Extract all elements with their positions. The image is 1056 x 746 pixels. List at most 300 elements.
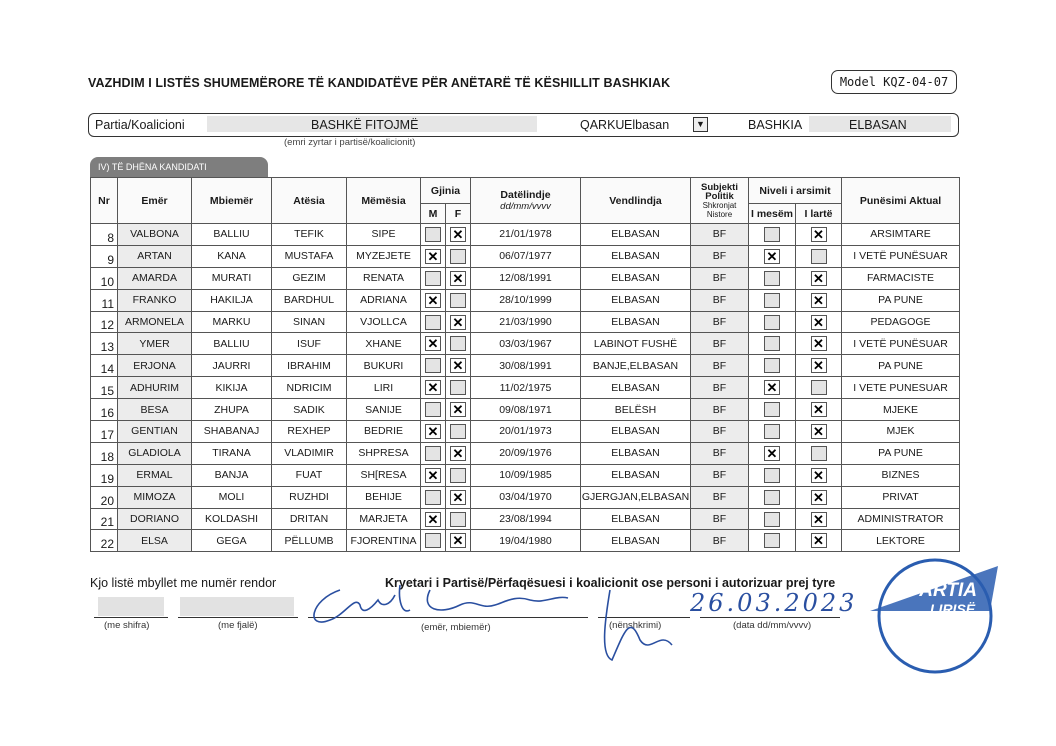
memesia-cell[interactable]: SHPRESA: [347, 442, 421, 464]
gender-f-cell: [446, 245, 471, 267]
punesimi-cell[interactable]: ADMINISTRATOR: [842, 508, 960, 530]
row-number: 17: [91, 421, 118, 443]
vendlindja-cell[interactable]: ELBASAN: [581, 530, 691, 552]
atesia-cell[interactable]: PËLLUMB: [272, 530, 347, 552]
date-line: [700, 617, 840, 618]
gender-m-checkbox[interactable]: [425, 315, 441, 330]
edu-mesem-cell: [749, 530, 796, 552]
dob-cell[interactable]: 23/08/1994: [471, 508, 581, 530]
emer-cell[interactable]: ARTAN: [118, 245, 192, 267]
memesia-cell[interactable]: XHANE: [347, 333, 421, 355]
candidates-body: [91, 224, 960, 552]
hint-words: (me fjalë): [218, 620, 258, 631]
gender-f-cell: [446, 486, 471, 508]
col-emer: Emër: [118, 178, 192, 224]
edu-larte-checkbox[interactable]: [811, 336, 827, 351]
punesimi-cell[interactable]: I VETË PUNËSUAR: [842, 245, 960, 267]
dob-cell[interactable]: 21/01/1978: [471, 224, 581, 246]
edu-larte-cell: [796, 224, 842, 246]
col-vendlindja: Vendlindja: [581, 178, 691, 224]
bashkia-value: ELBASAN: [849, 118, 907, 132]
subjekt-cell[interactable]: BF: [691, 486, 749, 508]
gender-f-checkbox[interactable]: [450, 468, 466, 483]
subjekt-cell[interactable]: BF: [691, 377, 749, 399]
vendlindja-cell[interactable]: ELBASAN: [581, 464, 691, 486]
gender-f-cell: [446, 333, 471, 355]
table-row: [91, 464, 960, 486]
col-memesia: Mëmësia: [347, 178, 421, 224]
mbiemer-cell[interactable]: BALLIU: [192, 333, 272, 355]
dob-cell[interactable]: 30/08/1991: [471, 355, 581, 377]
dob-cell[interactable]: 03/03/1967: [471, 333, 581, 355]
edu-mesem-checkbox[interactable]: [764, 424, 780, 439]
edu-mesem-cell: [749, 355, 796, 377]
hint-signature: (nënshkrimi): [609, 620, 662, 631]
dob-cell[interactable]: 10/09/1985: [471, 464, 581, 486]
gender-m-checkbox[interactable]: [425, 533, 441, 548]
edu-mesem-cell: [749, 442, 796, 464]
gender-f-checkbox[interactable]: [450, 512, 466, 527]
subjekt-cell[interactable]: BF: [691, 267, 749, 289]
table-row: [91, 289, 960, 311]
gender-f-checkbox[interactable]: [450, 490, 466, 505]
mbiemer-cell[interactable]: ZHUPA: [192, 399, 272, 421]
row-number: 18: [91, 442, 118, 464]
vendlindja-cell[interactable]: ELBASAN: [581, 224, 691, 246]
gender-f-checkbox[interactable]: [450, 533, 466, 548]
subjekti-label-3: Shkronjat: [702, 200, 737, 210]
edu-mesem-checkbox[interactable]: [764, 533, 780, 548]
memesia-cell[interactable]: SANIJE: [347, 399, 421, 421]
dob-cell[interactable]: 19/04/1980: [471, 530, 581, 552]
document-title: VAZHDIM I LISTËS SHUMEMËRORE TË KANDIDATËVE PËR ANËTARË TË KËSHILLIT BASHKIAK: [88, 76, 671, 90]
subjekt-cell[interactable]: BF: [691, 421, 749, 443]
memesia-cell[interactable]: SIPE: [347, 224, 421, 246]
col-gjinia: Gjinia: [421, 178, 471, 204]
row-number: 8: [91, 224, 118, 246]
mbiemer-cell[interactable]: HAKILJA: [192, 289, 272, 311]
edu-larte-cell: [796, 267, 842, 289]
atesia-cell[interactable]: REXHEP: [272, 421, 347, 443]
gender-f-cell: [446, 421, 471, 443]
vendlindja-cell[interactable]: BANJE,ELBASAN: [581, 355, 691, 377]
model-code-box: Model KQZ-04-07: [831, 70, 957, 94]
gender-m-checkbox[interactable]: [425, 336, 441, 351]
dob-cell[interactable]: 06/07/1977: [471, 245, 581, 267]
mbiemer-cell[interactable]: GEGA: [192, 530, 272, 552]
vendlindja-cell[interactable]: ELBASAN: [581, 508, 691, 530]
col-nr: Nr: [91, 178, 118, 224]
emer-cell[interactable]: FRANKO: [118, 289, 192, 311]
subjekt-cell[interactable]: BF: [691, 311, 749, 333]
punesimi-cell[interactable]: FARMACISTE: [842, 267, 960, 289]
edu-larte-cell: [796, 245, 842, 267]
gender-m-checkbox[interactable]: [425, 490, 441, 505]
atesia-cell[interactable]: IBRAHIM: [272, 355, 347, 377]
memesia-cell[interactable]: SH[RESA: [347, 464, 421, 486]
atesia-cell[interactable]: GEZIM: [272, 267, 347, 289]
gender-f-checkbox[interactable]: [450, 336, 466, 351]
closing-number-line: [94, 617, 168, 618]
edu-mesem-checkbox[interactable]: [764, 293, 780, 308]
gender-f-checkbox[interactable]: [450, 315, 466, 330]
row-number: 22: [91, 530, 118, 552]
edu-larte-checkbox[interactable]: [811, 402, 827, 417]
emer-cell[interactable]: GLADIOLA: [118, 442, 192, 464]
subjekt-cell[interactable]: BF: [691, 442, 749, 464]
table-row: [91, 486, 960, 508]
vendlindja-cell[interactable]: BELËSH: [581, 399, 691, 421]
edu-larte-cell: [796, 333, 842, 355]
edu-mesem-cell: [749, 311, 796, 333]
row-number: 16: [91, 399, 118, 421]
gender-m-checkbox[interactable]: [425, 293, 441, 308]
atesia-cell[interactable]: RUZHDI: [272, 486, 347, 508]
memesia-cell[interactable]: BUKURI: [347, 355, 421, 377]
emer-cell[interactable]: GENTIAN: [118, 421, 192, 443]
edu-mesem-checkbox[interactable]: [764, 227, 780, 242]
row-number: 20: [91, 486, 118, 508]
subjekt-cell[interactable]: BF: [691, 399, 749, 421]
edu-mesem-checkbox[interactable]: [764, 512, 780, 527]
subjekt-cell[interactable]: BF: [691, 224, 749, 246]
edu-larte-cell: [796, 311, 842, 333]
edu-mesem-cell: [749, 486, 796, 508]
gender-f-checkbox[interactable]: [450, 380, 466, 395]
punesimi-cell[interactable]: I VETË PUNËSUAR: [842, 333, 960, 355]
gender-m-checkbox[interactable]: [425, 468, 441, 483]
qarku-value[interactable]: Elbasan: [624, 118, 670, 132]
handwritten-signatures: [300, 560, 700, 670]
table-row: [91, 355, 960, 377]
edu-larte-checkbox[interactable]: [811, 424, 827, 439]
col-niveli: Niveli i arsimit: [749, 178, 842, 204]
dob-cell[interactable]: 09/08/1971: [471, 399, 581, 421]
subjekt-cell[interactable]: BF: [691, 530, 749, 552]
memesia-cell[interactable]: RENATA: [347, 267, 421, 289]
gender-f-cell: [446, 311, 471, 333]
gender-f-cell: [446, 530, 471, 552]
mbiemer-cell[interactable]: MARKU: [192, 311, 272, 333]
mbiemer-cell[interactable]: MURATI: [192, 267, 272, 289]
table-row: [91, 377, 960, 399]
mbiemer-cell[interactable]: BALLIU: [192, 224, 272, 246]
atesia-cell[interactable]: BARDHUL: [272, 289, 347, 311]
gender-m-cell: [421, 245, 446, 267]
row-number: 21: [91, 508, 118, 530]
atesia-cell[interactable]: SINAN: [272, 311, 347, 333]
col-subjekti: [691, 178, 749, 224]
emer-cell[interactable]: VALBONA: [118, 224, 192, 246]
section-tab: IV) TË DHËNA KANDIDATI: [90, 157, 268, 177]
col-edu-mesem: I mesëm: [749, 204, 796, 224]
vendlindja-cell[interactable]: ELBASAN: [581, 421, 691, 443]
punesimi-cell[interactable]: MJEK: [842, 421, 960, 443]
edu-mesem-cell: [749, 464, 796, 486]
emer-cell[interactable]: YMER: [118, 333, 192, 355]
edu-mesem-cell: [749, 224, 796, 246]
table-row: [91, 311, 960, 333]
party-value: BASHKË FITOJMË: [311, 118, 419, 132]
atesia-cell[interactable]: TEFIK: [272, 224, 347, 246]
punesimi-cell[interactable]: LEKTORE: [842, 530, 960, 552]
col-punesimi: Punësimi Aktual: [842, 178, 960, 224]
emer-cell[interactable]: AMARDA: [118, 267, 192, 289]
punesimi-cell[interactable]: I VETE PUNESUAR: [842, 377, 960, 399]
dob-cell[interactable]: 20/09/1976: [471, 442, 581, 464]
memesia-cell[interactable]: BEDRIE: [347, 421, 421, 443]
atesia-cell[interactable]: NDRICIM: [272, 377, 347, 399]
table-row: [91, 267, 960, 289]
memesia-cell[interactable]: BEHIJE: [347, 486, 421, 508]
col-mbiemer: Mbiemër: [192, 178, 272, 224]
atesia-cell[interactable]: ISUF: [272, 333, 347, 355]
hint-numbers: (me shifra): [104, 620, 150, 631]
stamp-line-1: PARTIA: [908, 580, 977, 601]
atesia-cell[interactable]: SADIK: [272, 399, 347, 421]
subjekt-cell[interactable]: BF: [691, 245, 749, 267]
gender-f-checkbox[interactable]: [450, 446, 466, 461]
edu-mesem-checkbox[interactable]: [764, 468, 780, 483]
edu-mesem-checkbox[interactable]: [764, 380, 780, 395]
vendlindja-cell[interactable]: ELBASAN: [581, 311, 691, 333]
edu-larte-checkbox[interactable]: [811, 358, 827, 373]
table-row: [91, 245, 960, 267]
dob-cell[interactable]: 21/03/1990: [471, 311, 581, 333]
memesia-cell[interactable]: VJOLLCA: [347, 311, 421, 333]
memesia-cell[interactable]: FJORENTINA: [347, 530, 421, 552]
subjekt-cell[interactable]: BF: [691, 464, 749, 486]
edu-larte-checkbox[interactable]: [811, 271, 827, 286]
gender-m-checkbox[interactable]: [425, 249, 441, 264]
punesimi-cell[interactable]: MJEKE: [842, 399, 960, 421]
punesimi-cell[interactable]: ARSIMTARE: [842, 224, 960, 246]
gender-f-cell: [446, 267, 471, 289]
atesia-cell[interactable]: MUSTAFA: [272, 245, 347, 267]
punesimi-cell[interactable]: PA PUNE: [842, 442, 960, 464]
memesia-cell[interactable]: ADRIANA: [347, 289, 421, 311]
gender-f-checkbox[interactable]: [450, 271, 466, 286]
table-row: [91, 333, 960, 355]
dob-cell[interactable]: 03/04/1970: [471, 486, 581, 508]
table-row: [91, 224, 960, 246]
mbiemer-cell[interactable]: KOLDASHI: [192, 508, 272, 530]
mbiemer-cell[interactable]: SHABANAJ: [192, 421, 272, 443]
dob-cell[interactable]: 12/08/1991: [471, 267, 581, 289]
gender-m-cell: [421, 442, 446, 464]
col-gender-m: M: [421, 204, 446, 224]
edu-mesem-cell: [749, 421, 796, 443]
gender-m-checkbox[interactable]: [425, 424, 441, 439]
gender-m-checkbox[interactable]: [425, 358, 441, 373]
mbiemer-cell[interactable]: KIKIJA: [192, 377, 272, 399]
mbiemer-cell[interactable]: TIRANA: [192, 442, 272, 464]
party-hint: (emri zyrtar i partisë/koalicionit): [284, 137, 416, 148]
dob-cell[interactable]: 11/02/1975: [471, 377, 581, 399]
edu-mesem-checkbox[interactable]: [764, 336, 780, 351]
edu-larte-cell: [796, 508, 842, 530]
edu-larte-cell: [796, 421, 842, 443]
gender-m-checkbox[interactable]: [425, 271, 441, 286]
punesimi-cell[interactable]: BIZNES: [842, 464, 960, 486]
signature-mark: [605, 590, 672, 660]
edu-larte-checkbox[interactable]: [811, 446, 827, 461]
subjekt-cell[interactable]: BF: [691, 508, 749, 530]
gender-f-cell: [446, 464, 471, 486]
edu-mesem-checkbox[interactable]: [764, 402, 780, 417]
emer-cell[interactable]: MIMOZA: [118, 486, 192, 508]
edu-mesem-cell: [749, 399, 796, 421]
vendlindja-cell[interactable]: ELBASAN: [581, 377, 691, 399]
table-row: [91, 442, 960, 464]
row-number: 19: [91, 464, 118, 486]
party-info-row: [88, 113, 959, 137]
candidates-table: [90, 177, 960, 552]
emer-cell[interactable]: DORIANO: [118, 508, 192, 530]
edu-larte-checkbox[interactable]: [811, 315, 827, 330]
edu-larte-checkbox[interactable]: [811, 249, 827, 264]
memesia-cell[interactable]: MARJETA: [347, 508, 421, 530]
edu-larte-cell: [796, 442, 842, 464]
atesia-cell[interactable]: FUAT: [272, 464, 347, 486]
dob-cell[interactable]: 20/01/1973: [471, 421, 581, 443]
edu-larte-cell: [796, 530, 842, 552]
signer-label: Kryetari i Partisë/Përfaqësuesi i koalicionit ose personi i autorizuar prej tyre: [385, 576, 836, 590]
gender-m-cell: [421, 289, 446, 311]
emer-cell[interactable]: ERJONA: [118, 355, 192, 377]
edu-mesem-checkbox[interactable]: [764, 249, 780, 264]
edu-mesem-cell: [749, 508, 796, 530]
emer-cell[interactable]: ADHURIM: [118, 377, 192, 399]
gender-m-cell: [421, 421, 446, 443]
gender-m-checkbox[interactable]: [425, 446, 441, 461]
subjekt-cell[interactable]: BF: [691, 289, 749, 311]
subjekti-label-1: Subjekti: [701, 181, 738, 193]
col-gender-f: F: [446, 204, 471, 224]
vendlindja-cell[interactable]: ELBASAN: [581, 289, 691, 311]
edu-mesem-checkbox[interactable]: [764, 490, 780, 505]
closing-number-field[interactable]: [98, 597, 164, 616]
mbiemer-cell[interactable]: BANJA: [192, 464, 272, 486]
emer-cell[interactable]: BESA: [118, 399, 192, 421]
gender-m-cell: [421, 311, 446, 333]
atesia-cell[interactable]: DRITAN: [272, 508, 347, 530]
gender-m-cell: [421, 333, 446, 355]
punesimi-cell[interactable]: PA PUNE: [842, 355, 960, 377]
dob-cell[interactable]: 28/10/1999: [471, 289, 581, 311]
gender-m-cell: [421, 399, 446, 421]
col-atesia: Atësia: [272, 178, 347, 224]
punesimi-cell[interactable]: PEDAGOGE: [842, 311, 960, 333]
gender-f-checkbox[interactable]: [450, 249, 466, 264]
edu-larte-checkbox[interactable]: [811, 293, 827, 308]
row-number: 15: [91, 377, 118, 399]
gender-f-checkbox[interactable]: [450, 227, 466, 242]
edu-larte-checkbox[interactable]: [811, 468, 827, 483]
gender-f-checkbox[interactable]: [450, 424, 466, 439]
gender-m-cell: [421, 508, 446, 530]
atesia-cell[interactable]: VLADIMIR: [272, 442, 347, 464]
gender-f-checkbox[interactable]: [450, 402, 466, 417]
gender-m-cell: [421, 530, 446, 552]
punesimi-cell[interactable]: PA PUNE: [842, 289, 960, 311]
col-edu-larte: I lartë: [796, 204, 842, 224]
edu-larte-cell: [796, 377, 842, 399]
emer-cell[interactable]: ERMAL: [118, 464, 192, 486]
memesia-cell[interactable]: MYZEJETE: [347, 245, 421, 267]
vendlindja-cell[interactable]: GJERGJAN,ELBASAN: [581, 486, 691, 508]
edu-mesem-checkbox[interactable]: [764, 446, 780, 461]
edu-larte-cell: [796, 355, 842, 377]
edu-mesem-checkbox[interactable]: [764, 315, 780, 330]
emer-cell[interactable]: ARMONELA: [118, 311, 192, 333]
memesia-cell[interactable]: LIRI: [347, 377, 421, 399]
signature-name-2: [427, 590, 568, 610]
subjekt-cell[interactable]: BF: [691, 355, 749, 377]
datelindje-hint: dd/mm/vvvv: [500, 201, 551, 212]
row-number: 14: [91, 355, 118, 377]
gender-m-checkbox[interactable]: [425, 512, 441, 527]
edu-larte-checkbox[interactable]: [811, 227, 827, 242]
signature-name-1: [314, 585, 410, 622]
mbiemer-cell[interactable]: KANA: [192, 245, 272, 267]
edu-mesem-cell: [749, 333, 796, 355]
edu-mesem-checkbox[interactable]: [764, 358, 780, 373]
hint-date: (data dd/mm/vvvv): [733, 620, 812, 631]
edu-mesem-checkbox[interactable]: [764, 271, 780, 286]
qarku-dropdown-icon[interactable]: ▼: [693, 117, 708, 132]
edu-larte-checkbox[interactable]: [811, 490, 827, 505]
edu-mesem-cell: [749, 245, 796, 267]
closing-label: Kjo listë mbyllet me numër rendor: [90, 576, 277, 590]
vendlindja-cell[interactable]: ELBASAN: [581, 245, 691, 267]
table-row: [91, 530, 960, 552]
closing-words-field[interactable]: [180, 597, 294, 616]
party-label: Partia/Koalicioni: [95, 118, 185, 132]
gender-f-cell: [446, 289, 471, 311]
edu-mesem-cell: [749, 267, 796, 289]
gender-f-cell: [446, 399, 471, 421]
gender-f-checkbox[interactable]: [450, 293, 466, 308]
table-row: [91, 421, 960, 443]
edu-larte-checkbox[interactable]: [811, 380, 827, 395]
gender-m-cell: [421, 486, 446, 508]
subjekti-label-4: Nistore: [706, 209, 733, 219]
gender-m-checkbox[interactable]: [425, 402, 441, 417]
row-number: 10: [91, 267, 118, 289]
emer-cell[interactable]: ELSA: [118, 530, 192, 552]
punesimi-cell[interactable]: PRIVAT: [842, 486, 960, 508]
gender-m-cell: [421, 355, 446, 377]
gender-m-checkbox[interactable]: [425, 227, 441, 242]
edu-larte-checkbox[interactable]: [811, 512, 827, 527]
vendlindja-cell[interactable]: ELBASAN: [581, 442, 691, 464]
edu-larte-checkbox[interactable]: [811, 533, 827, 548]
gender-f-cell: [446, 377, 471, 399]
gender-m-cell: [421, 267, 446, 289]
gender-f-cell: [446, 508, 471, 530]
edu-mesem-cell: [749, 289, 796, 311]
mbiemer-cell[interactable]: MOLI: [192, 486, 272, 508]
vendlindja-cell[interactable]: LABINOT FUSHË: [581, 333, 691, 355]
edu-larte-cell: [796, 486, 842, 508]
gender-m-cell: [421, 377, 446, 399]
subjekt-cell[interactable]: BF: [691, 333, 749, 355]
gender-m-checkbox[interactable]: [425, 380, 441, 395]
mbiemer-cell[interactable]: JAURRI: [192, 355, 272, 377]
gender-f-checkbox[interactable]: [450, 358, 466, 373]
vendlindja-cell[interactable]: ELBASAN: [581, 267, 691, 289]
